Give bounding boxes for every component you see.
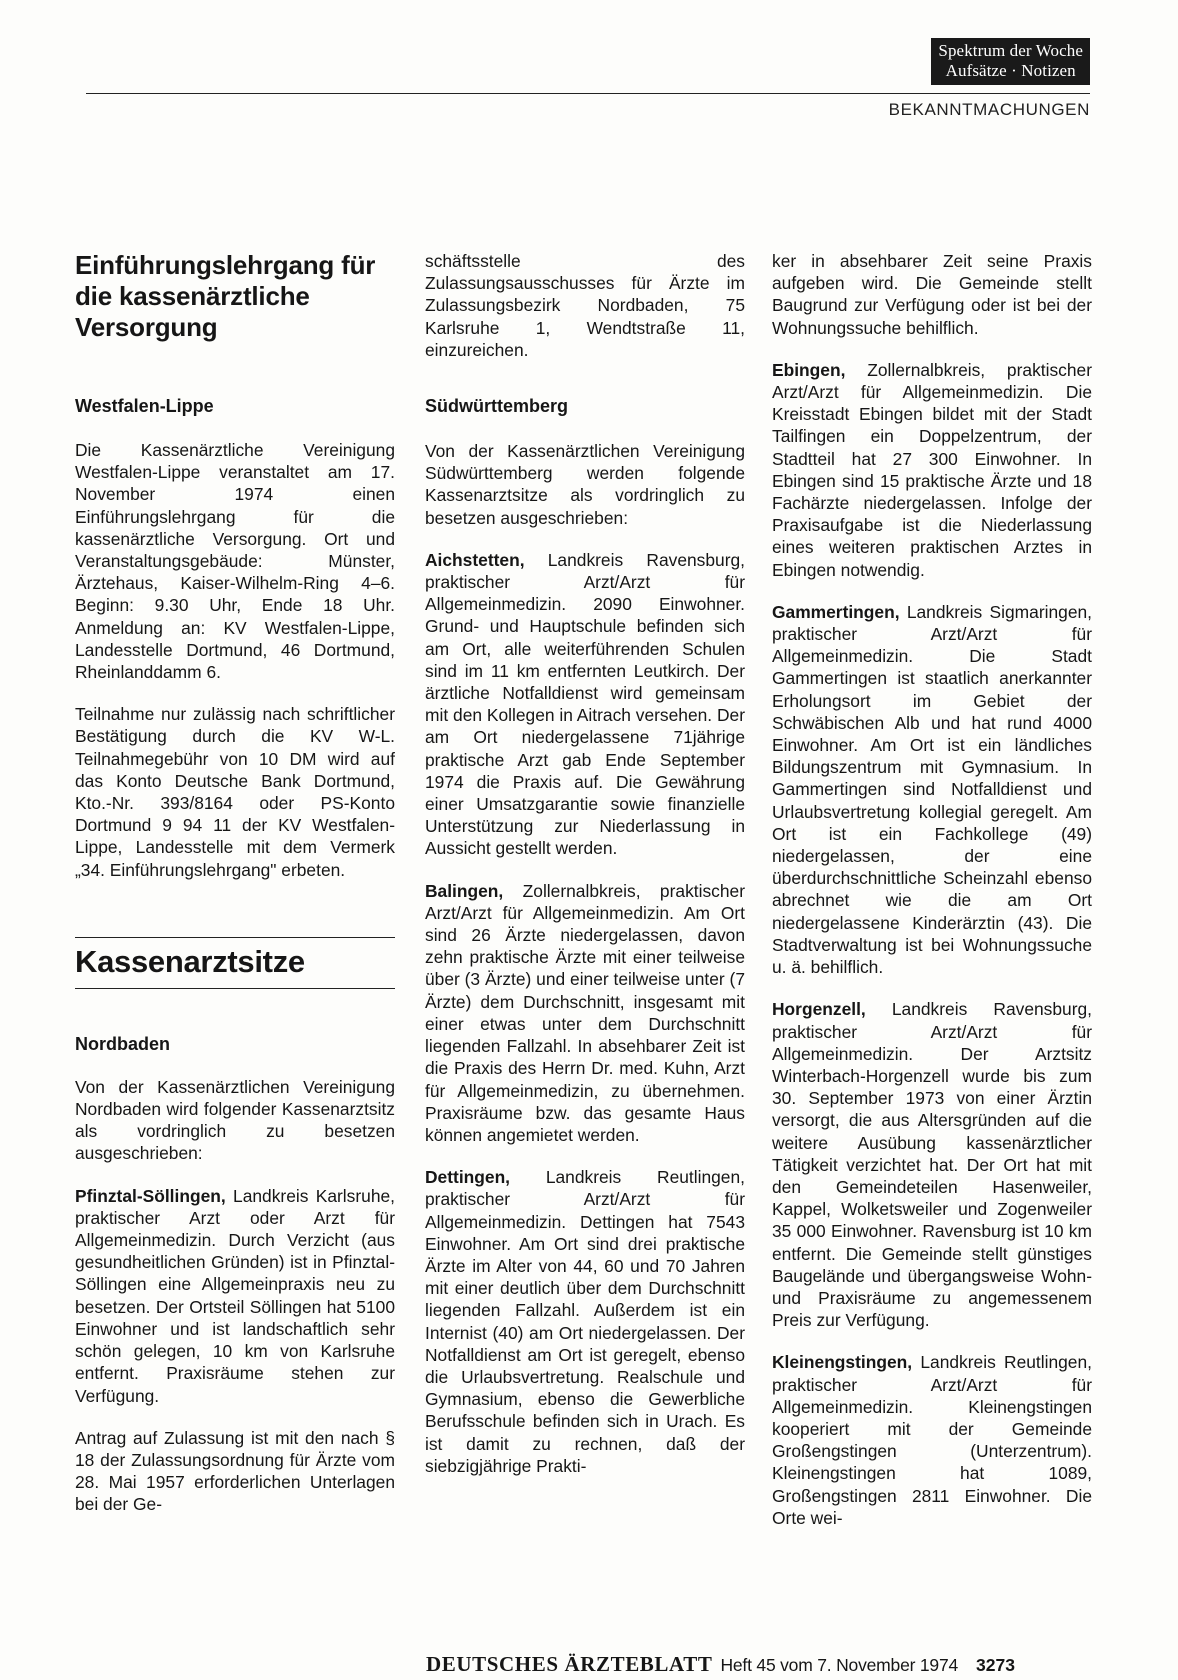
column-2 — [425, 250, 745, 1477]
antrag-paragraph-part2: schäftsstelle des Zulassungsausschusses für Ärzte im Zulassungsbezirk Nordbaden, 75 Karlsruhe 1, Wendtstraße 11, einzureichen. — [425, 251, 745, 360]
column-1 — [75, 250, 395, 1516]
footer-page-number: 3273 — [976, 1655, 1015, 1675]
header-rule — [86, 93, 1090, 94]
entry-horgenzell-text: Landkreis Ravensburg, praktischer Arzt/Arzt für Allgemeinmedizin. Der Arztsitz Winterbach-Horgenzell wurde bis zum 30. September 1973 von einer Ärztin versorgt, die aus Altersgründen auf die weitere Ausübung kassenärztlicher Tätigkeit verzichtet hat. Der Ort hat mit den Gemeindeteilen Hasenweiler, Kappel, Wolketsweiler und Zogenweiler 35 000 Einwohner. Ravensburg ist 10 km entfernt. Die Gemeinde stellt günstiges Baugelände und übergangsweise Wohn- und Praxisräume zu angemessenem Preis zur Verfügung. — [772, 999, 1092, 1331]
entry-aichstetten-text: Landkreis Ravensburg, praktischer Arzt/Arzt für Allgemeinmedizin. 2090 Einwohner. Grund- und Hauptschule befinden sich am Ort, alle weiterführenden Schulen sind im 11 km entfernten Leutkirch. Der ärztliche Notfalldienst wird gemeinsam mit den Kollegen in Aitrach versehen. Der am Ort niedergelassene 71jährige praktische Arzt gab Ende September 1974 die Praxis auf. Die Gewährung einer Umsatzgarantie sowie finanzielle Unterstützung zur Niederlassung in Aussicht gestellt werden. — [425, 549, 745, 859]
entry-aichstetten — [425, 549, 745, 860]
section-label: BEKANNTMACHUNGEN — [888, 100, 1090, 119]
footer-issue: Heft 45 vom 7. November 1974 — [720, 1655, 959, 1675]
entry-pfinztal-name: Pfinztal-Söllingen, — [75, 1185, 226, 1206]
entry-dettingen-name: Dettingen, — [425, 1167, 511, 1188]
entry-horgenzell-name: Horgenzell, — [772, 999, 866, 1020]
article2-title: Kassenarztsitze — [75, 943, 305, 979]
column-3 — [772, 250, 1092, 1529]
antrag-paragraph-part1: Antrag auf Zulassung ist mit den nach § 18 der Zulassungsordnung für Ärzte vom 28. Mai 1957 erforderlichen Unterlagen bei der Ge- — [75, 1427, 395, 1515]
entry-pfinztal — [75, 1185, 395, 1407]
entry-dettingen — [425, 1166, 745, 1477]
entry-gammertingen-name: Gammertingen, — [772, 601, 900, 622]
entry-ebingen — [772, 359, 1092, 581]
entry-balingen-name: Balingen, — [425, 880, 504, 901]
entry-pfinztal-text: Landkreis Karlsruhe, praktischer Arzt oder Arzt für Allgemeinmedizin. Durch Verzicht (aus gesundheitlichen Gründen) ist in Pfinztal-Söllingen eine Allgemeinpraxis neu zu besetzen. Der Ortsteil Söllingen hat 5100 Einwohner und ist landschaftlich sehr schön gelegen, 10 km von Karlsruhe entfernt. Praxisräume stehen zur Verfügung. — [75, 1185, 395, 1406]
entry-balingen — [425, 880, 745, 1146]
footer-journal-title: DEUTSCHES ÄRZTEBLATT — [426, 1652, 713, 1676]
nordbaden-intro: Von der Kassenärztlichen Vereinigung Nordbaden wird folgender Kassenarztsitz als vordringlich zu besetzen ausgeschrieben: — [75, 1076, 395, 1164]
subhead-westfalen-lippe: Westfalen-Lippe — [75, 396, 214, 416]
masthead-line2: Aufsätze · Notizen — [945, 61, 1076, 80]
page-footer — [426, 1652, 1015, 1677]
entry-dettingen-text-part1: Landkreis Reutlingen, praktischer Arzt/Arzt für Allgemeinmedizin. Dettingen hat 7543 Einwohner. Am Ort sind drei praktische Ärzte im Alter von 44, 60 und 70 Jahren mit einer deutlich über dem Durchschnitt liegenden Fallzahl. Außerdem ist ein Internist (40) am Ort niedergelassen. Der Notfalldienst am Ort ist geregelt, ebenso die Urlaubsvertretung. Realschule und Gymnasium, ebenso die Gewerbliche Berufsschule befinden sich in Urach. Es ist damit zu rechnen, daß der siebzigjährige Prakti- — [425, 1167, 745, 1476]
subhead-nordbaden: Nordbaden — [75, 1033, 171, 1054]
subhead-suedwuerttemberg: Südwürttemberg — [425, 396, 569, 417]
entry-balingen-text: Zollernalbkreis, praktischer Arzt/Arzt für Allgemeinmedizin. Am Ort sind 26 Ärzte niedergelassen, davon zehn praktische Ärzte mit einer teilweise über (3 Ärzte) und einer teilweise unter (7 Ärzte) dem Durchschnitt, insgesamt mit einer etwas unter dem Durchschnitt liegenden Fallzahl. In absehbarer Zeit ist die Praxis des Herrn Dr. med. Kuhn, Arzt für Allgemeinmedizin, zu übernehmen. Praxisräume bzw. das gesamte Haus können angemietet werden. — [425, 880, 745, 1145]
article1-title: Einführungslehrgang für die kassenärztliche Versorgung — [75, 250, 376, 342]
article1-paragraph-1: Die Kassenärztliche Vereinigung Westfalen-Lippe veranstaltet am 17. November 1974 einen Einführungslehrgang für die kassenärztliche Versorgung. Ort und Veranstaltungsgebäude: Münster, Ärztehaus, Kaiser-Wilhelm-Ring 4–6. Beginn: 9.30 Uhr, Ende 18 Uhr. Anmeldung an: KV Westfalen-Lippe, Landesstelle Dortmund, 46 Dortmund, Rheinlanddamm 6. — [75, 440, 395, 683]
entry-dettingen-continued: ker in absehbarer Zeit seine Praxis aufgeben wird. Die Gemeinde stellt Baugrund zur Verfügung oder ist bei der Wohnungssuche behilflich. — [772, 251, 1092, 338]
section-heading-block — [75, 937, 395, 989]
entry-kleinengstingen — [772, 1351, 1092, 1529]
masthead-line1: Spektrum der Woche — [938, 41, 1083, 60]
article1-paragraph-2: Teilnahme nur zulässig nach schriftlicher Bestätigung durch die KV W-L. Teilnahmegebühr von 10 DM wird auf das Konto Deutsche Bank Dortmund, Kto.-Nr. 393/8164 oder PS-Konto Dortmund 9 94 11 der KV Westfalen-Lippe, Landesstelle mit dem Vermerk „34. Einführungslehrgang" erbeten. — [75, 704, 395, 880]
entry-kleinengstingen-name: Kleinengstingen, — [772, 1352, 913, 1373]
entry-kleinengstingen-text: Landkreis Reutlingen, praktischer Arzt/Arzt für Allgemeinmedizin. Kleinengstingen kooperiert mit der Gemeinde Großengstingen (Unterzentrum). Kleinengstingen hat 1089, Großengstingen 2811 Einwohner. Die Orte wei- — [772, 1352, 1092, 1528]
masthead-box — [931, 38, 1090, 85]
entry-horgenzell — [772, 998, 1092, 1331]
entry-gammertingen — [772, 601, 1092, 978]
suedwuerttemberg-intro: Von der Kassenärztlichen Vereinigung Südwürttemberg werden folgende Kassenarztsitze als vordringlich zu besetzen ausgeschrieben: — [425, 441, 745, 528]
entry-gammertingen-text: Landkreis Sigmaringen, praktischer Arzt/Arzt für Allgemeinmedizin. Die Stadt Gammertingen ist staatlich anerkannter Erholungsort im Gebiet der Schwäbischen Alb und hat rund 4000 Einwohner. Am Ort ist ein ländliches Bildungszentrum mit Gymnasium. In Gammertingen sind Notfalldienst und Urlaubsvertretung kollegial geregelt. Am Ort ist ein Fachkollege (49) niedergelassen, der eine überdurchschnittliche Scheinzahl ebenso abrechnet wie die am Ort niedergelassene Kinderärztin (43). Die Stadtverwaltung ist bei Wohnungssuche u. ä. behilflich. — [772, 601, 1092, 978]
entry-ebingen-name: Ebingen, — [772, 359, 846, 380]
entry-aichstetten-name: Aichstetten, — [425, 549, 525, 570]
entry-ebingen-text: Zollernalbkreis, praktischer Arzt/Arzt für Allgemeinmedizin. Die Kreisstadt Ebingen bildet mit der Stadt Tailfingen ein Doppelzentrum, der Stadtteil hat 27 300 Einwohner. In Ebingen sind 15 praktische Ärzte und 18 Fachärzte niedergelassen. Infolge der Praxisaufgabe ist die Niederlassung eines weiteren praktischen Arztes in Ebingen notwendig. — [772, 359, 1092, 580]
